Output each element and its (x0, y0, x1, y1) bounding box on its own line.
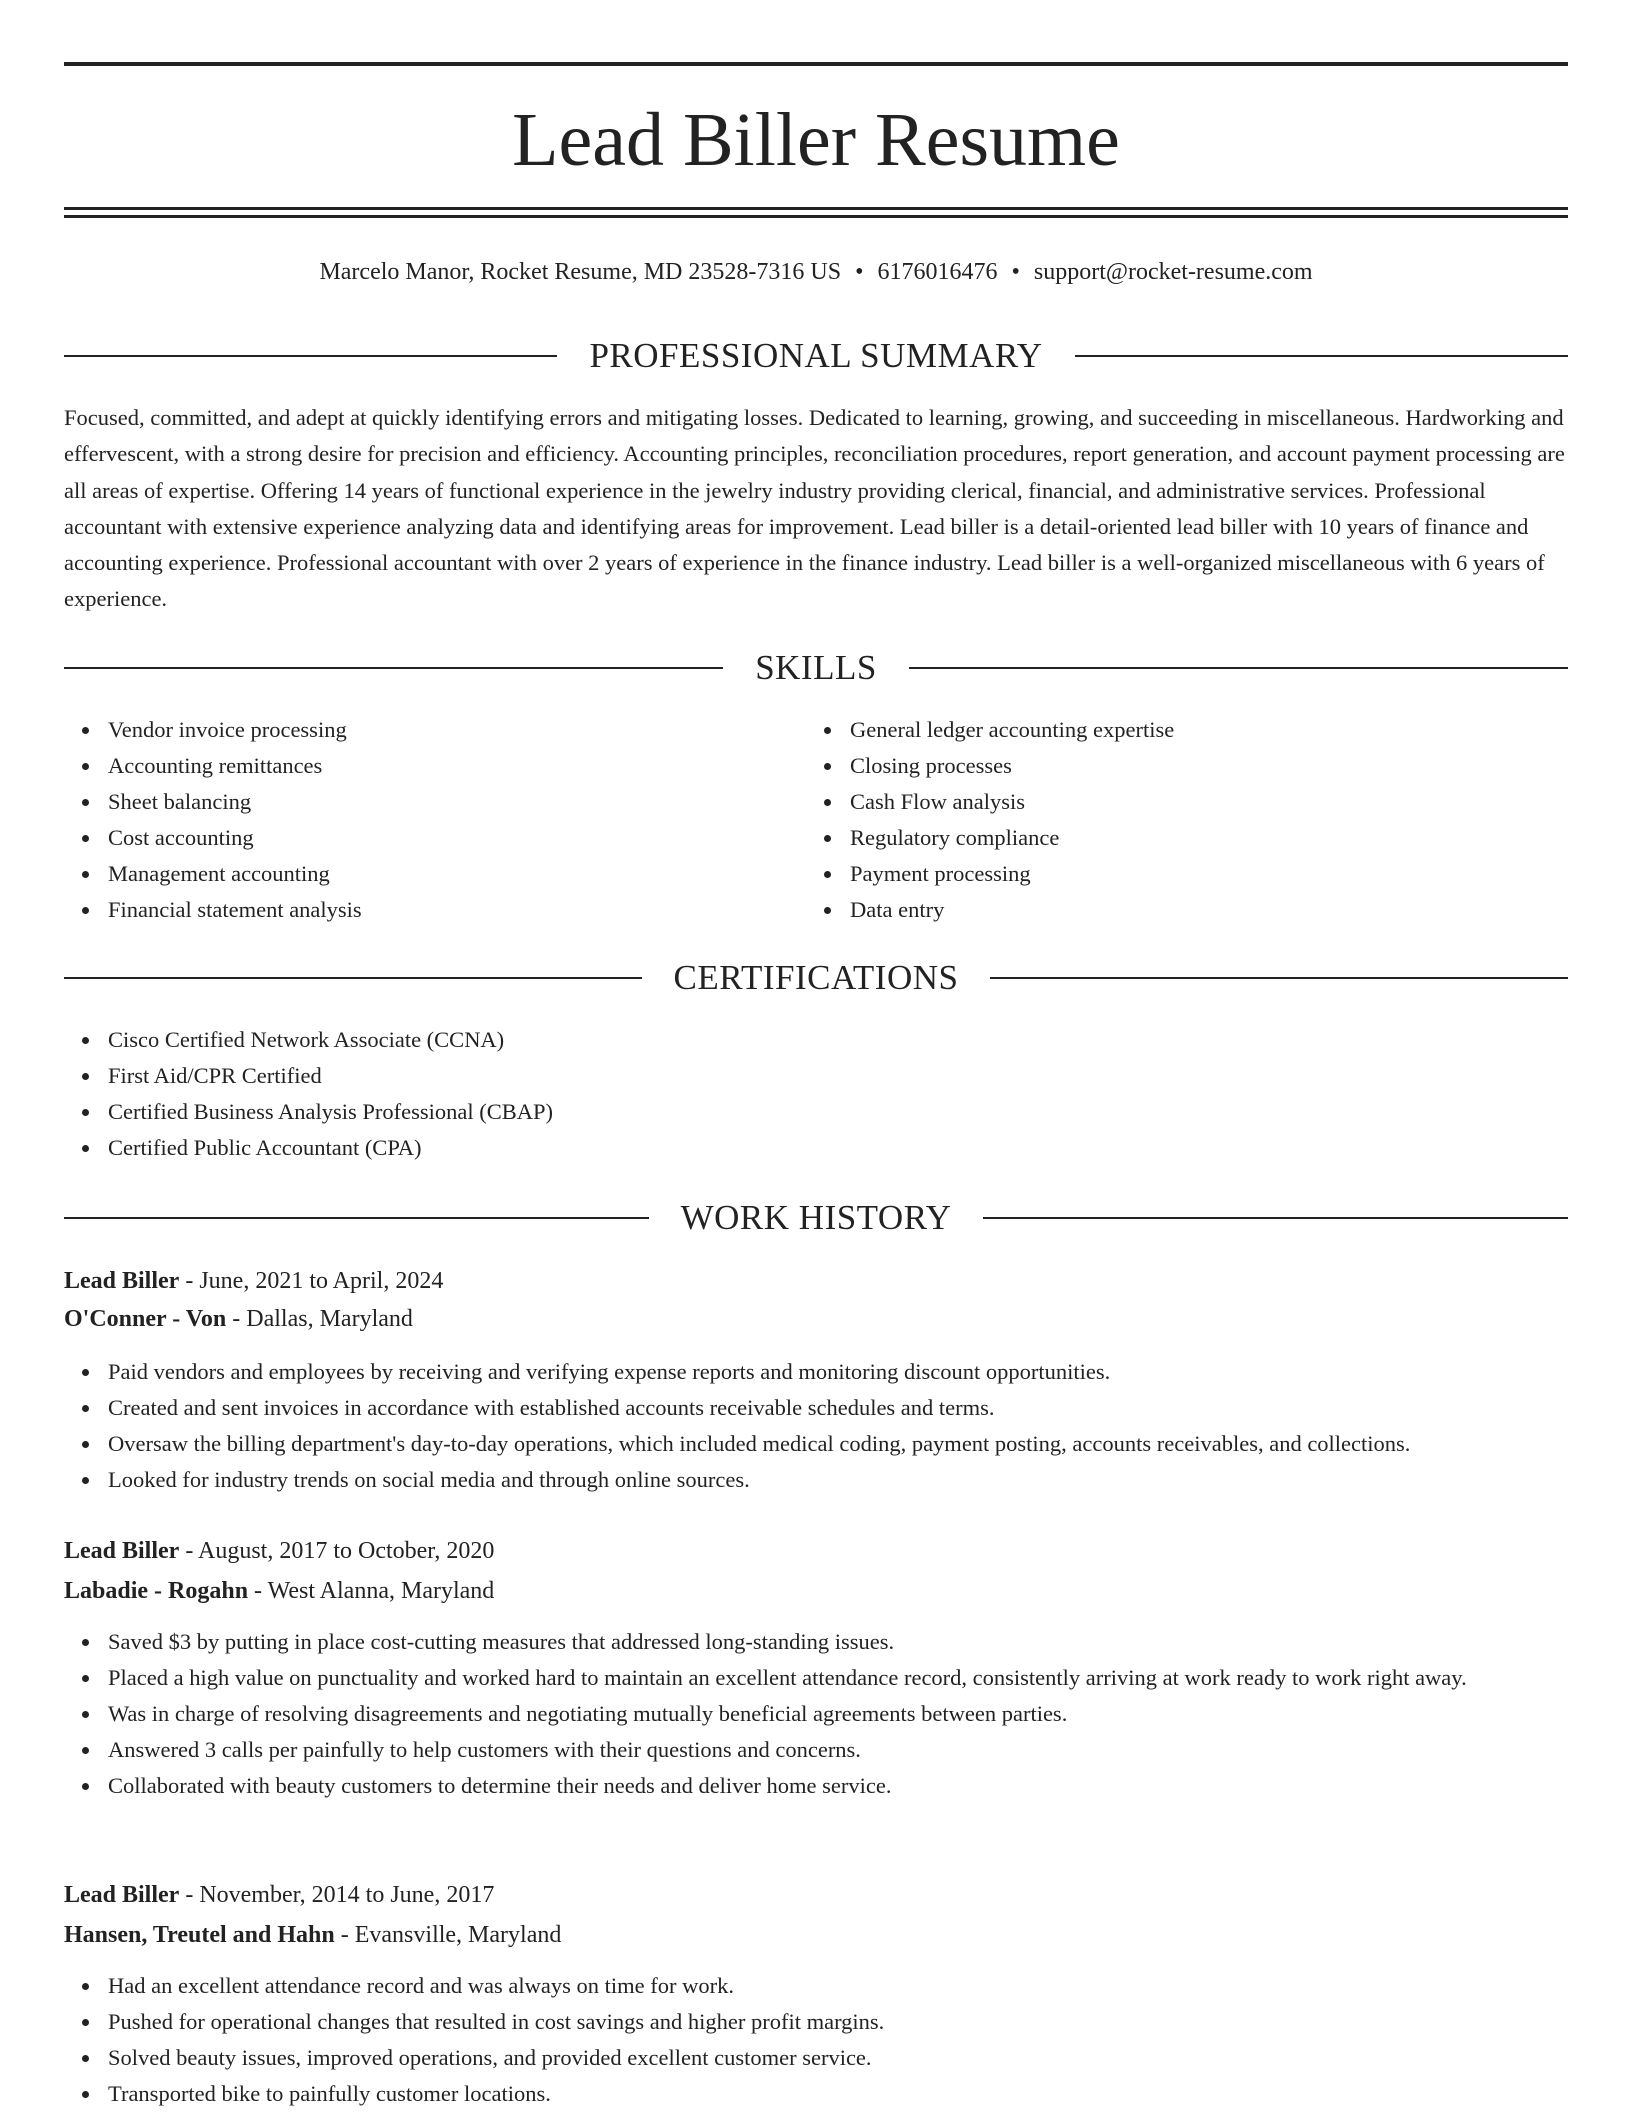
certification-item: First Aid/CPR Certified (64, 1058, 1568, 1094)
skill-item: Closing processes (806, 748, 1566, 784)
skill-item: Vendor invoice processing (64, 712, 764, 748)
top-rule (64, 62, 1568, 66)
job-company: Hansen, Treutel and Hahn (64, 1922, 335, 1948)
job-company-line (64, 1916, 1568, 1954)
skill-item: Accounting remittances (64, 748, 764, 784)
heading-rule-right (983, 1217, 1568, 1219)
job-bullet: Transported bike to painfully customer locations. (64, 2076, 1568, 2112)
job-bullet: Looked for industry trends on social media and through online sources. (64, 1462, 1568, 1498)
job-bullet: Created and sent invoices in accordance with established accounts receivable schedules and terms. (64, 1390, 1568, 1426)
job-title: Lead Biller (64, 1538, 180, 1564)
heading-label: PROFESSIONAL SUMMARY (589, 336, 1043, 375)
job-bullet: Saved $3 by putting in place cost-cutting measures that addressed long-standing issues. (64, 1624, 1568, 1660)
certification-item: Cisco Certified Network Associate (CCNA) (64, 1022, 1568, 1058)
certification-item: Certified Business Analysis Professional (CBAP) (64, 1094, 1568, 1130)
job-location: - Evansville, Maryland (334, 1922, 562, 1948)
job-title-line (64, 1876, 1568, 1914)
skill-item: Management accounting (64, 856, 764, 892)
skills-list-left (64, 712, 764, 928)
skill-item: Cash Flow analysis (806, 784, 1566, 820)
job-company: O'Conner - Von (64, 1306, 227, 1332)
job-bullets (64, 1624, 1568, 1804)
job-bullet: Collaborated with beauty customers to determine their needs and deliver home service. (64, 1768, 1568, 1804)
certification-item: Certified Public Accountant (CPA) (64, 1130, 1568, 1166)
job-bullet: Answered 3 calls per painfully to help customers with their questions and concerns. (64, 1732, 1568, 1768)
job-company-line (64, 1572, 1568, 1610)
certifications-list (64, 1022, 1568, 1166)
job-bullet: Was in charge of resolving disagreements and negotiating mutually beneficial agreements between parties. (64, 1696, 1568, 1732)
section-heading-certifications (64, 956, 1568, 1000)
heading-rule-left (64, 1217, 649, 1219)
skill-item: Sheet balancing (64, 784, 764, 820)
job-title-line (64, 1532, 1568, 1570)
contact-line (64, 254, 1568, 290)
skill-item: Financial statement analysis (64, 892, 764, 928)
skill-item: General ledger accounting expertise (806, 712, 1566, 748)
contact-address: Marcelo Manor, Rocket Resume, MD 23528-7316 US (319, 259, 842, 285)
skill-item: Payment processing (806, 856, 1566, 892)
job-bullet: Oversaw the billing department's day-to-day operations, which included medical coding, payment posting, accounts receivables, and collections. (64, 1426, 1568, 1462)
job-bullets (64, 1968, 1568, 2112)
heading-rule-left (64, 667, 723, 669)
section-heading-work-history (64, 1196, 1568, 1240)
job-bullets (64, 1354, 1568, 1498)
contact-email: support@rocket-resume.com (1033, 259, 1313, 285)
job-dates: - November, 2014 to June, 2017 (179, 1882, 495, 1908)
heading-label: WORK HISTORY (680, 1198, 952, 1237)
skill-item: Data entry (806, 892, 1566, 928)
summary-paragraph: Focused, committed, and adept at quickly identifying errors and mitigating losses. Dedicated to learning, growing, and succeeding in miscellaneous. Hardworking and effervescent, with a strong desire for precision and efficiency. Accounting principles, reconciliation procedures, report generation, and account payment processing are all areas of expertise. Offering 14 years of functional experience in the jewelry industry providing clerical, financial, and administrative services. Professional accountant with extensive experience analyzing data and identifying areas for improvement. Lead biller is a detail-oriented lead biller with 10 years of finance and accounting experience. Professional accountant with over 2 years of experience in the finance industry. Lead biller is a well-organized miscellaneous with 6 years of experience. (64, 405, 1565, 612)
heading-rule-right (990, 977, 1568, 979)
contact-separator: • (1011, 259, 1020, 285)
heading-rule-left (64, 355, 557, 357)
job-bullet: Paid vendors and employees by receiving and verifying expense reports and monitoring discount opportunities. (64, 1354, 1568, 1390)
skill-item: Regulatory compliance (806, 820, 1566, 856)
heading-rule-right (1075, 355, 1568, 357)
resume-title: Lead Biller Resume (512, 98, 1120, 182)
section-heading-skills (64, 646, 1568, 690)
heading-rule-left (64, 977, 642, 979)
job-bullet: Solved beauty issues, improved operations, and provided excellent customer service. (64, 2040, 1568, 2076)
job-title-line (64, 1262, 1568, 1300)
skills-list-right (806, 712, 1566, 928)
heading-label: CERTIFICATIONS (673, 958, 959, 997)
heading-rule-right (909, 667, 1568, 669)
job-title: Lead Biller (64, 1882, 180, 1908)
job-bullet: Pushed for operational changes that resulted in cost savings and higher profit margins. (64, 2004, 1568, 2040)
contact-separator: • (855, 259, 864, 285)
job-bullet: Had an excellent attendance record and was always on time for work. (64, 1968, 1568, 2004)
job-dates: - June, 2021 to April, 2024 (179, 1268, 444, 1294)
title-double-rule-upper (64, 207, 1568, 210)
section-heading-summary (64, 334, 1568, 378)
heading-label: SKILLS (755, 648, 877, 687)
job-dates: - August, 2017 to October, 2020 (179, 1538, 495, 1564)
job-company: Labadie - Rogahn (64, 1578, 249, 1604)
job-bullet: Placed a high value on punctuality and worked hard to maintain an excellent attendance record, consistently arriving at work ready to work right away. (64, 1660, 1568, 1696)
contact-phone: 6176016476 (877, 259, 998, 285)
job-company-line (64, 1300, 1568, 1338)
job-location: - West Alanna, Maryland (248, 1578, 495, 1604)
job-location: - Dallas, Maryland (226, 1306, 413, 1332)
title-double-rule-lower (64, 215, 1568, 218)
skill-item: Cost accounting (64, 820, 764, 856)
job-title: Lead Biller (64, 1268, 180, 1294)
